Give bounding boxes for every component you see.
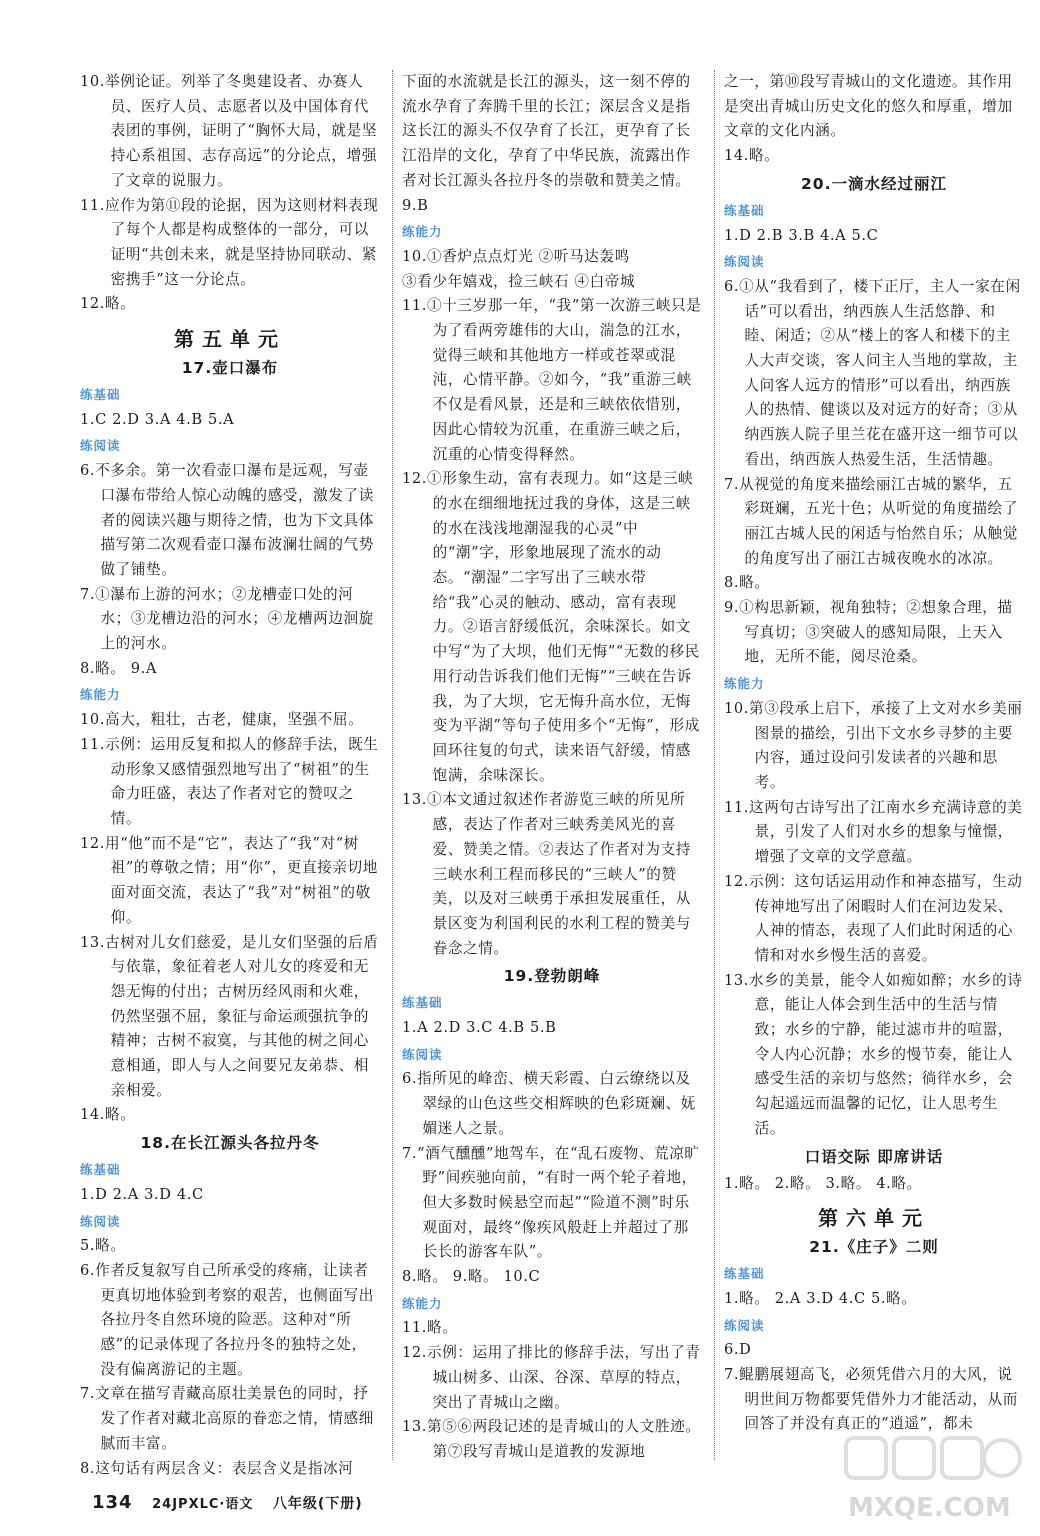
lesson-title: 20.一滴水经过丽江 <box>801 174 947 193</box>
section-label: 练基础 <box>80 387 121 403</box>
answer-line: 1.略。 2.略。 3.略。 4.略。 <box>724 1174 922 1192</box>
answer-item: 12.示例：这句话运用动作和神态描写，生动传神地写出了闲暇时人们在河边发呆、人神的情态，表现了人们此时闲适的心情和对水乡慢生活的喜爱。 <box>724 872 1023 964</box>
answer-item: 13.古树对儿女们慈爱，是儿女们坚强的后盾与依靠，象征着老人对儿女的疼爱和无怨无悔的付出；古树历经风雨和火难，仍然坚强不屈，象征与命运顽强抗争的精神；古树不寂寞，与其他的树之间心意相通，即人与人之间要兄友弟恭、相亲相爱。 <box>80 933 379 1099</box>
unit-title: 第六单元 <box>818 1206 930 1231</box>
answer-item: 6.指所见的峰峦、横天彩霞、白云缭绕以及翠绿的山色这些交相辉映的色彩斑斓、妩媚迷人之景。 <box>402 1070 696 1137</box>
watermark-icon <box>838 1432 1028 1528</box>
section-label: 练能力 <box>80 687 121 703</box>
answer-item: 11.示例：运用反复和拟人的修辞手法，既生动形象又感情强烈地写出了“树祖”的生命力旺盛，表达了作者对它的赞叹之情。 <box>80 735 379 827</box>
answer-item: 10.举例论证。列举了冬奥建设者、办赛人员、医疗人员、志愿者以及中国体育代表团的事例，证明了“胸怀大局，就是坚持心系祖国、志存高远”的分论点，增强了文章的说服力。 <box>80 73 378 189</box>
column-divider <box>392 70 393 1460</box>
lesson-title: 17.壶口瀑布 <box>181 359 279 378</box>
answer-line: 1.略。 2.A 3.D 4.C 5.略。 <box>724 1289 917 1307</box>
section-label: 练能力 <box>724 676 765 692</box>
answer-item: 13.水乡的美景，能令人如痴如醉；水乡的诗意，能让人体会到生活中的生活与情致；水乡的宁静，能过滤市井的喧嚣，令人内心沉静；水乡的慢节奏，能让人感受生活的亲切与悠然；徜徉水乡，会勾起遥远而温馨的记忆，让人思考生活。 <box>724 971 1023 1137</box>
answer-line: 5.略。 <box>80 1237 126 1255</box>
answer-line: 1.D 2.B 3.B 4.A 5.C <box>724 226 879 244</box>
answer-item: 7.文章在描写青藏高原壮美景色的同时，抒发了作者对藏北高原的眷恋之情，情感细腻而丰富。 <box>80 1385 374 1452</box>
answer-item: 8.这句话有两层含义：表层含义是指冰河 <box>80 1459 354 1477</box>
answer-item: 12.①形象生动，富有表现力。如“这是三峡的水在细细地抚过我的身体，这是三峡的水在浅浅地潮湿我的心灵”中的“潮”字，形象地展现了流水的动态。“潮湿”二字写出了三峡水带给“我”心灵的触动、感动，富有表现力。②语言舒缓低沉，余味深长。如文中写“为了大坝，他们无悔”“无数的移民用行动告诉我们他们无悔”“三峡在告诉我，为了大坝，它无悔升高水位，无悔变为平湖”等句子使用多个“无悔”，形成回环往复的句式，读来语气舒缓，情感饱满，余味深长。 <box>402 470 700 784</box>
answer-item: 11.①十三岁那一年，“我”第一次游三峡只是为了看两旁雄伟的大山，湍急的江水，觉得三峡和其他地方一样或苍翠或混沌，心情平静。②如今，“我”重游三峡不仅是看风景，还是和三峡依依惜别，因此心情较为沉重，在重游三峡之后，沉重的心情变得释然。 <box>402 297 702 463</box>
answer-line: 14.略。 <box>724 147 780 165</box>
unit-title: 第五单元 <box>174 327 286 352</box>
column-divider <box>714 70 715 1460</box>
section-label: 练基础 <box>80 1162 121 1178</box>
answer-item: 7.①瀑布上游的河水；②龙槽壶口处的河水；③龙槽边沿的河水；④龙槽两边洄旋上的河水。 <box>80 585 374 653</box>
answer-item: 6.①从“我看到了，楼下正厅，主人一家在闲话”可以看出，纳西族人生活悠静、和睦、闲适；②从“楼上的客人和楼下的主人大声交谈，客人问主人当地的掌故，主人问客人远方的情形”可以看出，纳西族人的热情、健谈以及对远方的好奇；③从纳西族人院子里兰花在盛开这一细节可以看出，纳西族人热爱生活，生活情趣。 <box>724 277 1021 468</box>
answer-line: 8.略。 <box>724 574 770 592</box>
grade-label: 八年级(下册) <box>272 1496 363 1512</box>
answer-item: 14.略。 <box>80 1106 136 1124</box>
answer-continuation: 下面的水流就是长江的源头，这一刻不停的流水孕育了奔腾千里的长江；深层含义是指这长江的源头不仅孕育了长江，更孕育了长江沿岸的文化，孕育了中华民族，流露出作者对长江源头各拉丹冬的崇敬和赞美之情。 <box>402 73 691 189</box>
section-label: 练阅读 <box>724 254 765 270</box>
answer-item: 6.作者反复叙写自己所承受的疼痛，让读者更真切地体验到考察的艰苦，也侧面写出各拉丹冬自然环境的险恶。这种对“所感”的记录体现了各拉丹冬的独特之处，没有偏离游记的主题。 <box>80 1261 374 1378</box>
page-number: 134 <box>92 1492 133 1513</box>
section-label: 练阅读 <box>80 1213 121 1229</box>
answer-item: 12.用“他”而不是“它”，表达了“我”对“树祖”的尊敬之情；用“你”，更直接亲切地面对面交流，表达了“我”对“树祖”的敬仰。 <box>80 834 378 926</box>
answer-item: 11.略。 <box>402 1319 458 1337</box>
answer-line: 1.D 2.A 3.D 4.C <box>80 1185 204 1203</box>
answer-item: 10.第③段承上启下，承接了上文对水乡美丽图景的描绘，引出下文水乡寻梦的主要内容，通过设问引发读者的兴趣和思考。 <box>724 699 1023 791</box>
section-label: 练基础 <box>724 202 765 218</box>
page-footer <box>92 1492 363 1513</box>
watermark-text: MXQE.COM <box>848 1493 1011 1523</box>
watermark-logo <box>838 1432 1028 1528</box>
answer-item: 11.应作为第⑪段的论据，因为这则材料表现了每个人都是构成整体的一部分，可以证明“共创未来，就是坚持协同联动、紧密携手”这一分论点。 <box>80 196 379 288</box>
column-middle <box>402 70 702 1465</box>
answer-item: 12.示例：运用了排比的修辞手法，写出了青城山树多、山深、谷深、草厚的特点，突出了青城山之幽。 <box>402 1344 701 1411</box>
lesson-title: 口语交际 即席讲话 <box>804 1147 944 1166</box>
answer-item: 10.高大，粗壮，古老，健康，坚强不屈。 <box>80 711 364 729</box>
answer-item: 6.不多余。第一次看壶口瀑布是远观，写壶口瀑布带给人惊心动魄的感受，激发了读者的阅读兴趣与期待之情，也为下文具体描写第二次观看壶口瀑布波澜壮阔的气势做了铺垫。 <box>80 462 374 578</box>
lesson-title: 18.在长江源头各拉丹冬 <box>140 1134 320 1153</box>
answer-line: 8.略。 9.略。 10.C <box>402 1268 541 1286</box>
answer-line: 1.C 2.D 3.A 4.B 5.A <box>80 410 235 428</box>
book-code: 24JPXLC·语文 <box>152 1497 254 1512</box>
answer-line: 8.略。 9.A <box>80 659 158 677</box>
answer-item: 10.①香炉点点灯光 ②听马达轰鸣 <box>402 247 630 265</box>
section-label: 练阅读 <box>724 1317 765 1333</box>
answer-item: 11.这两句古诗写出了江南水乡充满诗意的美景，引发了人们对水乡的想象与憧憬，增强了文章的文学意蕴。 <box>724 798 1023 866</box>
answer-item: 13.第⑤⑥两段记述的是青城山的人文胜迹。第⑦段写青城山是道教的发源地 <box>402 1418 701 1460</box>
lesson-title: 19.登勃朗峰 <box>503 967 601 986</box>
section-label: 练能力 <box>402 224 443 240</box>
section-label: 练基础 <box>402 995 443 1011</box>
answer-line: 1.A 2.D 3.C 4.B 5.B <box>402 1019 557 1037</box>
answer-line: 6.D <box>724 1341 752 1359</box>
answer-item: 7.“酒气醺醺”地驾车，在“乱石废物、荒凉旷野”间疾驰向前，“有时一两个轮子着地，但大多数时候悬空而起”“险道不测”时乐观面对，最终“像疾风般赶上并超过了那长长的游客车队”。 <box>402 1144 700 1261</box>
answer-item: 7.从视觉的角度来描绘丽江古城的繁华，五彩斑斓，五光十色；从听觉的角度描绘了丽江古城人民的闲适与怡然自乐；从触觉的角度写出了丽江古城夜晚水的冰凉。 <box>724 475 1018 567</box>
answer-item: 13.①本文通过叙述作者游览三峡的所见所感，表达了作者对三峡秀美风光的喜爱、赞美之情。②表达了作者对为支持三峡水利工程而移民的“三峡人”的赞美，以及对三峡勇于承担发展重任，从景区变为利国利民的水利工程的赞美与眷念之情。 <box>402 791 691 957</box>
answer-continuation: 之一，第⑩段写青城山的文化遗迹。其作用是突出青城山历史文化的悠久和厚重，增加文章的文化内涵。 <box>724 73 1013 140</box>
answer-item: ③看少年嬉戏，捡三峡石 ④白帝城 <box>402 272 636 290</box>
answer-item: 7.鲲鹏展翅高飞，必须凭借六月的大风，说明世间万物都要凭借外力才能活动，从而回答了并没有真正的“逍遥”，都未 <box>724 1366 1018 1433</box>
answer-line: 9.B <box>402 196 429 214</box>
section-label: 练阅读 <box>80 438 121 454</box>
column-right <box>724 70 1024 1437</box>
answer-item: 9.①构思新颖，视角独特；②想象合理，描写真切；③突破人的感知局限，上天入地，无所不能，阅尽沧桑。 <box>724 599 1013 666</box>
section-label: 练能力 <box>402 1295 443 1311</box>
section-label: 练阅读 <box>402 1046 443 1062</box>
lesson-title: 21.《庄子》二则 <box>809 1238 939 1257</box>
column-left <box>80 70 380 1481</box>
answer-item: 12.略。 <box>80 295 136 313</box>
section-label: 练基础 <box>724 1266 765 1282</box>
